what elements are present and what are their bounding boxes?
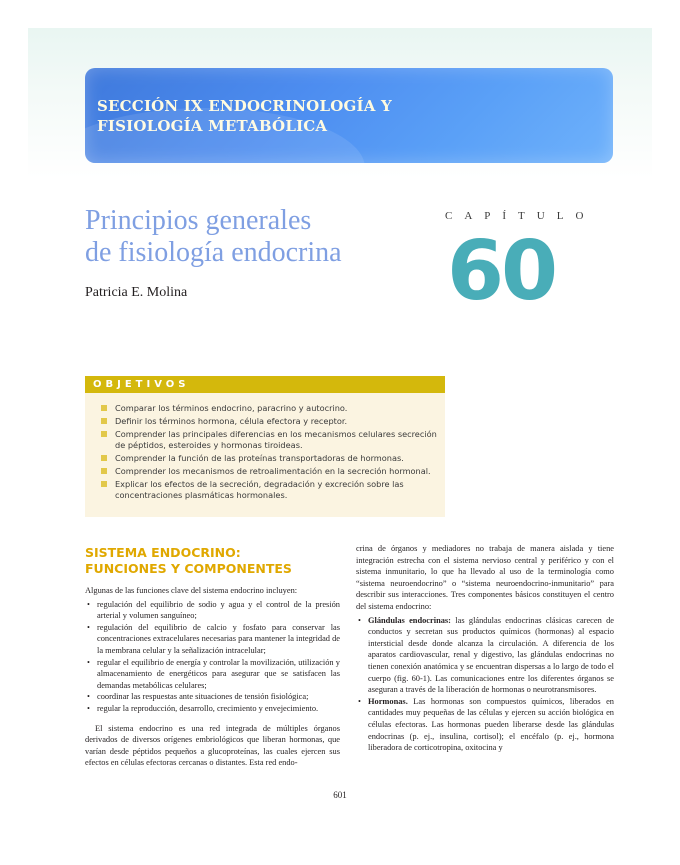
- intro-text: Algunas de las funciones clave del sistema endocrino incluyen:: [85, 586, 298, 595]
- list-item-text: Las hormonas son compuestos químicos, liberados en cantidades muy pequeñas de las células y ejercen su acción biológica en células efectoras. Las hormonas pueden liberarse desde las glándulas endocrinas (p. ej., insulina, cortisol); el encéfalo (p. ej., hormona liberadora de corticotropina, oxitocina y: [368, 696, 614, 753]
- objectives-list: [85, 393, 445, 501]
- bullet-icon: •: [87, 622, 90, 632]
- square-bullet-icon: [101, 405, 107, 411]
- page-number: 601: [333, 790, 347, 800]
- objective-item: [99, 453, 439, 464]
- section-heading-line2: FUNCIONES Y COMPONENTES: [85, 561, 292, 576]
- square-bullet-icon: [101, 418, 107, 424]
- list-item-text: regulación del equilibrio de sodio y agua y el control de la presión arterial y volumen sanguíneo;: [97, 599, 340, 621]
- objective-item: [99, 403, 439, 414]
- list-item-term: Hormonas.: [368, 696, 408, 706]
- section-heading: [85, 545, 340, 577]
- square-bullet-icon: [101, 481, 107, 487]
- objective-text: Comprender los mecanismos de retroalimentación en la secreción hormonal.: [115, 466, 431, 476]
- square-bullet-icon: [101, 431, 107, 437]
- objectives-header: OBJETIVOS: [85, 376, 445, 393]
- list-item: [85, 703, 340, 715]
- objective-item: [99, 416, 439, 427]
- objective-item: [99, 466, 439, 477]
- objective-text: Definir los términos hormona, célula efectora y receptor.: [115, 416, 348, 426]
- square-bullet-icon: [101, 468, 107, 474]
- list-item-text: regulación del equilibrio de calcio y fosfato para conservar las concentraciones extracelulares necesarias para mantener la integridad de la membrana celular y la señalización intracelular;: [97, 622, 340, 655]
- bullet-icon: •: [87, 703, 90, 713]
- chapter-author: Patricia E. Molina: [85, 285, 188, 300]
- section-title-line1: SECCIÓN IX ENDOCRINOLOGÍA Y: [97, 97, 392, 115]
- objective-text: Explicar los efectos de la secreción, degradación y excreción sobre las concentraciones plasmáticas hormonales.: [115, 479, 404, 500]
- section-heading-line1: SISTEMA ENDOCRINO:: [85, 545, 241, 560]
- body-paragraph: crina de órganos y mediadores no trabaja de manera aislada y tiene integración estrecha con el sistema nervioso central y periférico y con el sistema inmunitario, lo que ha llevado al uso de la terminología como “sistema neuroendocrino” o “sistema neuroendocrino-inmunitario” para describir sus interacciones. Tres componentes básicos constituyen el centro del sistema endocrino:: [356, 544, 614, 611]
- list-item-text: las glándulas endocrinas clásicas carecen de conductos y secretan sus productos químicos (hormonas) al espacio intersticial desde donde alcanza la circulación. A diferencia de los aparatos cardiovascular, renal y digestivo, las glándulas endocrinas no tienen conexión anatómica y se encuentran dispersas a lo largo de todo el cuerpo (fig. 60-1). Las comunicaciones entre los diferentes órganos se aseguran a través de la liberación de hormonas o neurotransmisores.: [368, 615, 615, 695]
- list-item: [356, 696, 614, 754]
- bullet-icon: •: [87, 692, 90, 702]
- section-title: [97, 96, 517, 136]
- objective-text: Comparar los términos endocrino, paracrino y autocrino.: [115, 403, 348, 413]
- list-item: [85, 657, 340, 692]
- list-item: [85, 622, 340, 657]
- bullet-icon: •: [358, 615, 361, 625]
- chapter-label: CAPÍTULO: [445, 210, 596, 222]
- chapter-title-line2: de fisiología endocrina: [85, 237, 342, 268]
- components-list: [356, 615, 614, 754]
- bullet-icon: •: [87, 599, 90, 609]
- list-item-text: regular el equilibrio de energía y controlar la movilización, utilización y almacenamiento de energéticos para asegurar que se satisfacen las demandas metabólicas celulares;: [97, 657, 340, 690]
- objective-item: [99, 429, 439, 451]
- body-paragraph: El sistema endocrino es una red integrada de múltiples órganos derivados de diversos orígenes embriológicos que liberan hormonas, que varían desde péptidos pequeños a glucoproteínas, las cuales ejercen sus efectos en células efectoras cercanas o distantes. Esta red endo-: [85, 723, 340, 768]
- list-item: [356, 615, 614, 696]
- functions-list: [85, 599, 340, 715]
- bullet-icon: •: [358, 696, 361, 706]
- right-column: [356, 543, 614, 762]
- objective-text: Comprender la función de las proteínas transportadoras de hormonas.: [115, 453, 404, 463]
- chapter-title-line1: Principios generales: [85, 205, 312, 236]
- list-item-term: Glándulas endocrinas:: [368, 615, 451, 625]
- objective-item: [99, 479, 439, 501]
- section-title-line2: FISIOLOGÍA METABÓLICA: [97, 117, 328, 135]
- bullet-icon: •: [87, 657, 90, 667]
- left-column: [85, 545, 340, 769]
- list-item: [85, 599, 340, 622]
- square-bullet-icon: [101, 455, 107, 461]
- chapter-number: 60: [447, 224, 556, 319]
- list-item: [85, 691, 340, 703]
- objective-text: Comprender las principales diferencias en los mecanismos celulares secreción de péptidos, esteroides y hormonas tiroideas.: [115, 429, 437, 450]
- section-banner: [85, 68, 613, 163]
- list-item-text: regular la reproducción, desarrollo, crecimiento y envejecimiento.: [97, 703, 319, 713]
- objectives-box: [85, 376, 445, 517]
- chapter-title: [85, 205, 405, 269]
- list-item-text: coordinar las respuestas ante situaciones de tensión fisiológica;: [97, 692, 309, 702]
